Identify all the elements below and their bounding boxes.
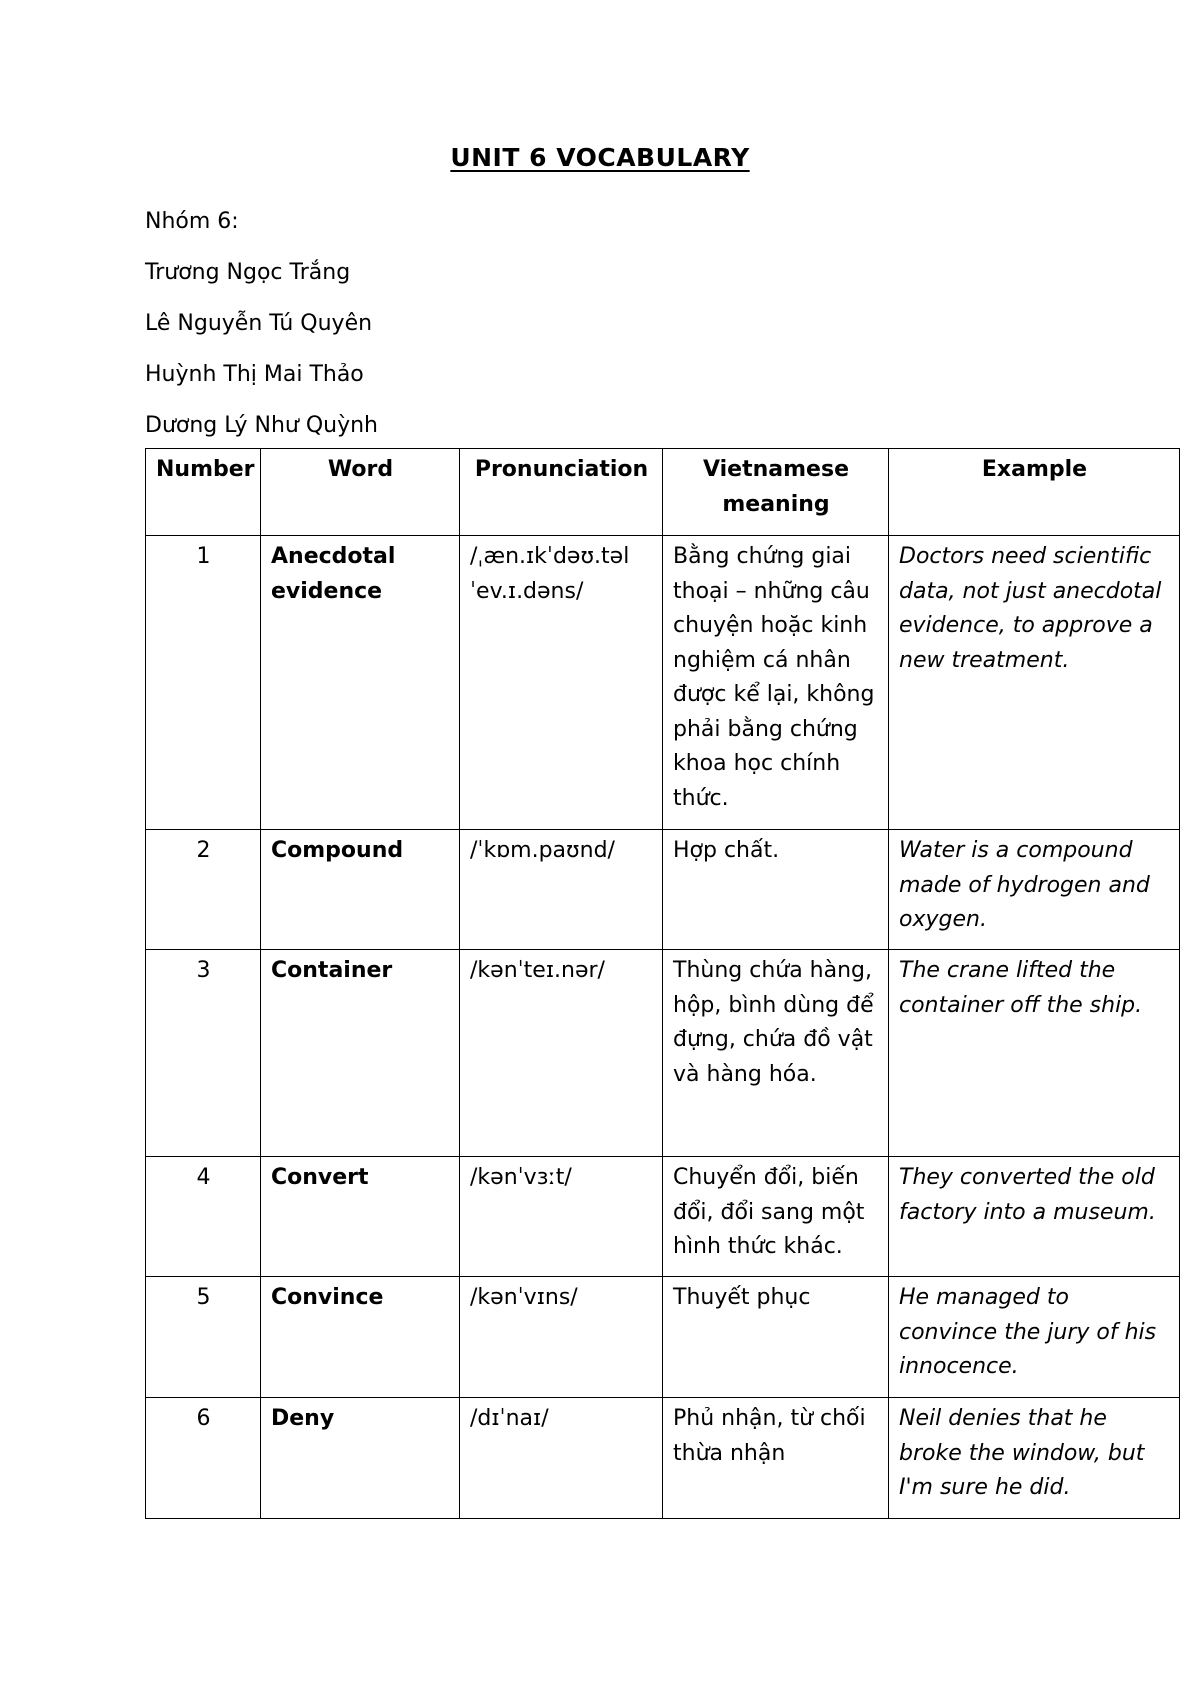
table-row bbox=[146, 1398, 1180, 1519]
table-row bbox=[146, 536, 1180, 830]
cell-meaning: Hợp chất. bbox=[663, 830, 889, 950]
table-header-row bbox=[146, 449, 1180, 536]
column-header-number: Number bbox=[146, 449, 261, 536]
cell-pronunciation: /kənˈvɜːt/ bbox=[460, 1157, 663, 1277]
document-title: UNIT 6 VOCABULARY bbox=[450, 143, 750, 172]
cell-meaning: Thuyết phục bbox=[663, 1277, 889, 1398]
column-header-example: Example bbox=[889, 449, 1180, 536]
table-row bbox=[146, 1277, 1180, 1398]
cell-example: Neil denies that he broke the window, but I'm sure he did. bbox=[889, 1398, 1180, 1519]
table-row bbox=[146, 950, 1180, 1157]
vocabulary-table bbox=[145, 448, 1180, 1519]
cell-example: They converted the old factory into a museum. bbox=[889, 1157, 1180, 1277]
cell-number: 5 bbox=[146, 1277, 261, 1398]
cell-number: 4 bbox=[146, 1157, 261, 1277]
cell-word: Anecdotal evidence bbox=[261, 536, 460, 830]
cell-pronunciation: /ˈkɒm.paʊnd/ bbox=[460, 830, 663, 950]
cell-number: 6 bbox=[146, 1398, 261, 1519]
group-label: Nhóm 6: bbox=[145, 209, 239, 234]
column-header-meaning: Vietnamese meaning bbox=[663, 449, 889, 536]
cell-word: Convince bbox=[261, 1277, 460, 1398]
cell-word: Compound bbox=[261, 830, 460, 950]
cell-pronunciation: /ˌæn.ɪkˈdəʊ.təl ˈev.ɪ.dəns/ bbox=[460, 536, 663, 830]
cell-number: 1 bbox=[146, 536, 261, 830]
cell-pronunciation: /dɪˈnaɪ/ bbox=[460, 1398, 663, 1519]
group-info bbox=[145, 196, 378, 451]
member-name: Trương Ngọc Trắng bbox=[145, 260, 351, 285]
member-name: Huỳnh Thị Mai Thảo bbox=[145, 362, 364, 387]
column-header-word: Word bbox=[261, 449, 460, 536]
cell-meaning: Chuyển đổi, biến đổi, đổi sang một hình thức khác. bbox=[663, 1157, 889, 1277]
cell-pronunciation: /kənˈteɪ.nər/ bbox=[460, 950, 663, 1157]
cell-meaning: Bằng chứng giai thoại – những câu chuyện hoặc kinh nghiệm cá nhân được kể lại, không phải bằng chứng khoa học chính thức. bbox=[663, 536, 889, 830]
cell-word: Deny bbox=[261, 1398, 460, 1519]
column-header-pronunciation: Pronunciation bbox=[460, 449, 663, 536]
cell-meaning: Phủ nhận, từ chối thừa nhận bbox=[663, 1398, 889, 1519]
cell-example: The crane lifted the container off the ship. bbox=[889, 950, 1180, 1157]
table-row bbox=[146, 830, 1180, 950]
cell-word: Container bbox=[261, 950, 460, 1157]
cell-word: Convert bbox=[261, 1157, 460, 1277]
table-row bbox=[146, 1157, 1180, 1277]
cell-number: 2 bbox=[146, 830, 261, 950]
cell-meaning: Thùng chứa hàng, hộp, bình dùng để đựng, chứa đồ vật và hàng hóa. bbox=[663, 950, 889, 1157]
cell-example: He managed to convince the jury of his innocence. bbox=[889, 1277, 1180, 1398]
member-name: Lê Nguyễn Tú Quyên bbox=[145, 311, 373, 336]
cell-example: Water is a compound made of hydrogen and oxygen. bbox=[889, 830, 1180, 950]
cell-number: 3 bbox=[146, 950, 261, 1157]
member-name: Dương Lý Như Quỳnh bbox=[145, 413, 378, 438]
cell-pronunciation: /kənˈvɪns/ bbox=[460, 1277, 663, 1398]
cell-example: Doctors need scientific data, not just anecdotal evidence, to approve a new treatment. bbox=[889, 536, 1180, 830]
